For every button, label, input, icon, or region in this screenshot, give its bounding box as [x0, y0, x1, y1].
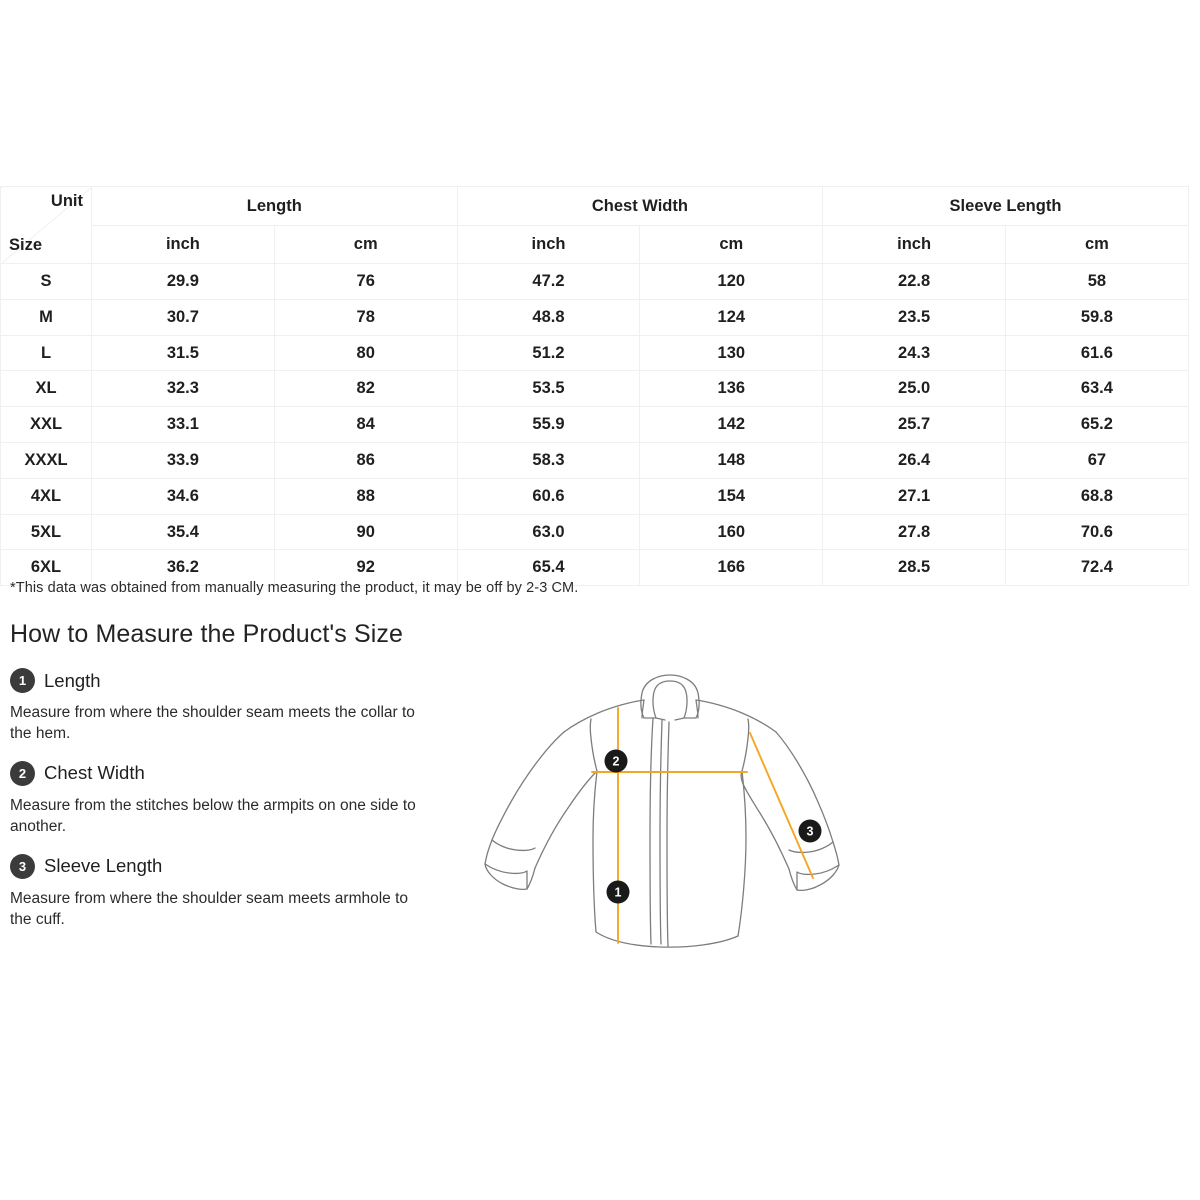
instruction-text-chest-width: Measure from the stitches below the armpits on one side to another.: [10, 796, 416, 836]
jacket-line-drawing-icon: [470, 660, 870, 990]
row-size-label: XL: [1, 371, 92, 407]
cell-length-inch: 36.2: [92, 550, 275, 586]
size-table-container: [0, 186, 1188, 586]
size-table: [0, 186, 1189, 586]
how-to-measure-instructions: [10, 668, 430, 946]
instruction-item-chest-width: [10, 761, 430, 838]
cell-sleeve-inch: 27.1: [823, 478, 1006, 514]
cell-length-inch: 34.6: [92, 478, 275, 514]
cell-chest-cm: 124: [640, 299, 823, 335]
cell-sleeve-cm: 72.4: [1005, 550, 1188, 586]
svg-text:2: 2: [612, 754, 620, 769]
cell-sleeve-cm: 65.2: [1005, 407, 1188, 443]
table-row: [1, 478, 1189, 514]
group-header-length: Length: [92, 187, 458, 226]
instruction-item-sleeve-length: [10, 854, 430, 931]
cell-sleeve-cm: 61.6: [1005, 335, 1188, 371]
instruction-label-length: Length: [44, 669, 101, 691]
cell-chest-cm: 166: [640, 550, 823, 586]
instruction-text-length: Measure from where the shoulder seam meets the collar to the hem.: [10, 704, 415, 743]
cell-chest-cm: 136: [640, 371, 823, 407]
table-group-header-row: [1, 187, 1189, 226]
cell-chest-inch: 55.9: [457, 407, 640, 443]
cell-length-inch: 30.7: [92, 299, 275, 335]
cell-chest-cm: 130: [640, 335, 823, 371]
cell-sleeve-cm: 63.4: [1005, 371, 1188, 407]
table-row: [1, 442, 1189, 478]
instruction-heading: [10, 761, 430, 786]
cell-chest-cm: 148: [640, 442, 823, 478]
row-size-label: 4XL: [1, 478, 92, 514]
unit-label: Unit: [50, 192, 83, 210]
diagram-marker-2: [605, 750, 628, 773]
svg-text:1: 1: [614, 885, 622, 900]
table-row: [1, 371, 1189, 407]
instruction-heading: [10, 854, 430, 879]
cell-sleeve-inch: 25.7: [823, 407, 1006, 443]
cell-chest-cm: 120: [640, 264, 823, 300]
cell-length-cm: 88: [274, 478, 457, 514]
row-size-label: L: [1, 335, 92, 371]
cell-chest-inch: 47.2: [457, 264, 640, 300]
number-badge-3-icon: 3: [10, 854, 35, 879]
row-size-label: XXXL: [1, 442, 92, 478]
cell-length-inch: 35.4: [92, 514, 275, 550]
cell-chest-inch: 65.4: [457, 550, 640, 586]
cell-length-cm: 78: [274, 299, 457, 335]
diagram-marker-1: [607, 881, 630, 904]
cell-length-inch: 29.9: [92, 264, 275, 300]
table-unit-header-row: [1, 226, 1189, 264]
table-row: [1, 299, 1189, 335]
cell-length-cm: 82: [274, 371, 457, 407]
instruction-text-sleeve-length: Measure from where the shoulder seam meets armhole to the cuff.: [10, 889, 409, 928]
cell-sleeve-cm: 59.8: [1005, 299, 1188, 335]
cell-length-inch: 32.3: [92, 371, 275, 407]
cell-sleeve-inch: 23.5: [823, 299, 1006, 335]
cell-chest-inch: 60.6: [457, 478, 640, 514]
cell-length-cm: 92: [274, 550, 457, 586]
cell-sleeve-inch: 28.5: [823, 550, 1006, 586]
cell-length-cm: 84: [274, 407, 457, 443]
cell-chest-inch: 51.2: [457, 335, 640, 371]
cell-length-inch: 33.1: [92, 407, 275, 443]
instruction-item-length: [10, 668, 430, 745]
cell-length-inch: 33.9: [92, 442, 275, 478]
cell-sleeve-cm: 70.6: [1005, 514, 1188, 550]
cell-length-cm: 76: [274, 264, 457, 300]
cell-chest-cm: 154: [640, 478, 823, 514]
cell-sleeve-inch: 25.0: [823, 371, 1006, 407]
cell-length-cm: 90: [274, 514, 457, 550]
number-badge-2-icon: 2: [10, 761, 35, 786]
size-table-body: [1, 264, 1189, 586]
instruction-label-chest-width: Chest Width: [44, 762, 145, 784]
diagram-marker-3: [799, 820, 822, 843]
cell-sleeve-cm: 67: [1005, 442, 1188, 478]
table-row: [1, 264, 1189, 300]
jacket-measurement-diagram: [470, 660, 870, 990]
group-header-chest-width: Chest Width: [457, 187, 823, 226]
measurement-disclaimer: *This data was obtained from manually measuring the product, it may be off by 2-3 CM.: [10, 580, 579, 596]
cell-length-cm: 86: [274, 442, 457, 478]
cell-chest-cm: 160: [640, 514, 823, 550]
unit-header-length-cm: cm: [274, 226, 457, 264]
instruction-label-sleeve-length: Sleeve Length: [44, 855, 163, 876]
unit-header-length-inch: inch: [92, 226, 275, 264]
cell-sleeve-inch: 26.4: [823, 442, 1006, 478]
unit-size-corner-cell: [1, 187, 92, 264]
instruction-heading: [10, 668, 430, 693]
cell-sleeve-inch: 24.3: [823, 335, 1006, 371]
cell-sleeve-inch: 27.8: [823, 514, 1006, 550]
cell-sleeve-cm: 68.8: [1005, 478, 1188, 514]
number-badge-1-icon: 1: [10, 668, 35, 693]
cell-chest-cm: 142: [640, 407, 823, 443]
table-row: [1, 407, 1189, 443]
row-size-label: M: [1, 299, 92, 335]
row-size-label: 5XL: [1, 514, 92, 550]
row-size-label: XXL: [1, 407, 92, 443]
cell-chest-inch: 63.0: [457, 514, 640, 550]
cell-length-inch: 31.5: [92, 335, 275, 371]
group-header-sleeve-length: Sleeve Length: [823, 187, 1189, 226]
cell-sleeve-inch: 22.8: [823, 264, 1006, 300]
cell-chest-inch: 58.3: [457, 442, 640, 478]
how-to-measure-title: How to Measure the Product's Size: [10, 620, 403, 648]
cell-chest-inch: 48.8: [457, 299, 640, 335]
unit-header-sleeve-inch: inch: [823, 226, 1006, 264]
unit-header-chest-cm: cm: [640, 226, 823, 264]
table-row: [1, 514, 1189, 550]
table-row: [1, 335, 1189, 371]
svg-text:3: 3: [806, 824, 814, 839]
unit-header-chest-inch: inch: [457, 226, 640, 264]
row-size-label: S: [1, 264, 92, 300]
cell-sleeve-cm: 58: [1005, 264, 1188, 300]
cell-chest-inch: 53.5: [457, 371, 640, 407]
unit-header-sleeve-cm: cm: [1005, 226, 1188, 264]
cell-length-cm: 80: [274, 335, 457, 371]
size-label: Size: [9, 235, 43, 254]
row-size-label: 6XL: [1, 550, 92, 586]
sleeve-length-measure-line: [750, 733, 813, 878]
